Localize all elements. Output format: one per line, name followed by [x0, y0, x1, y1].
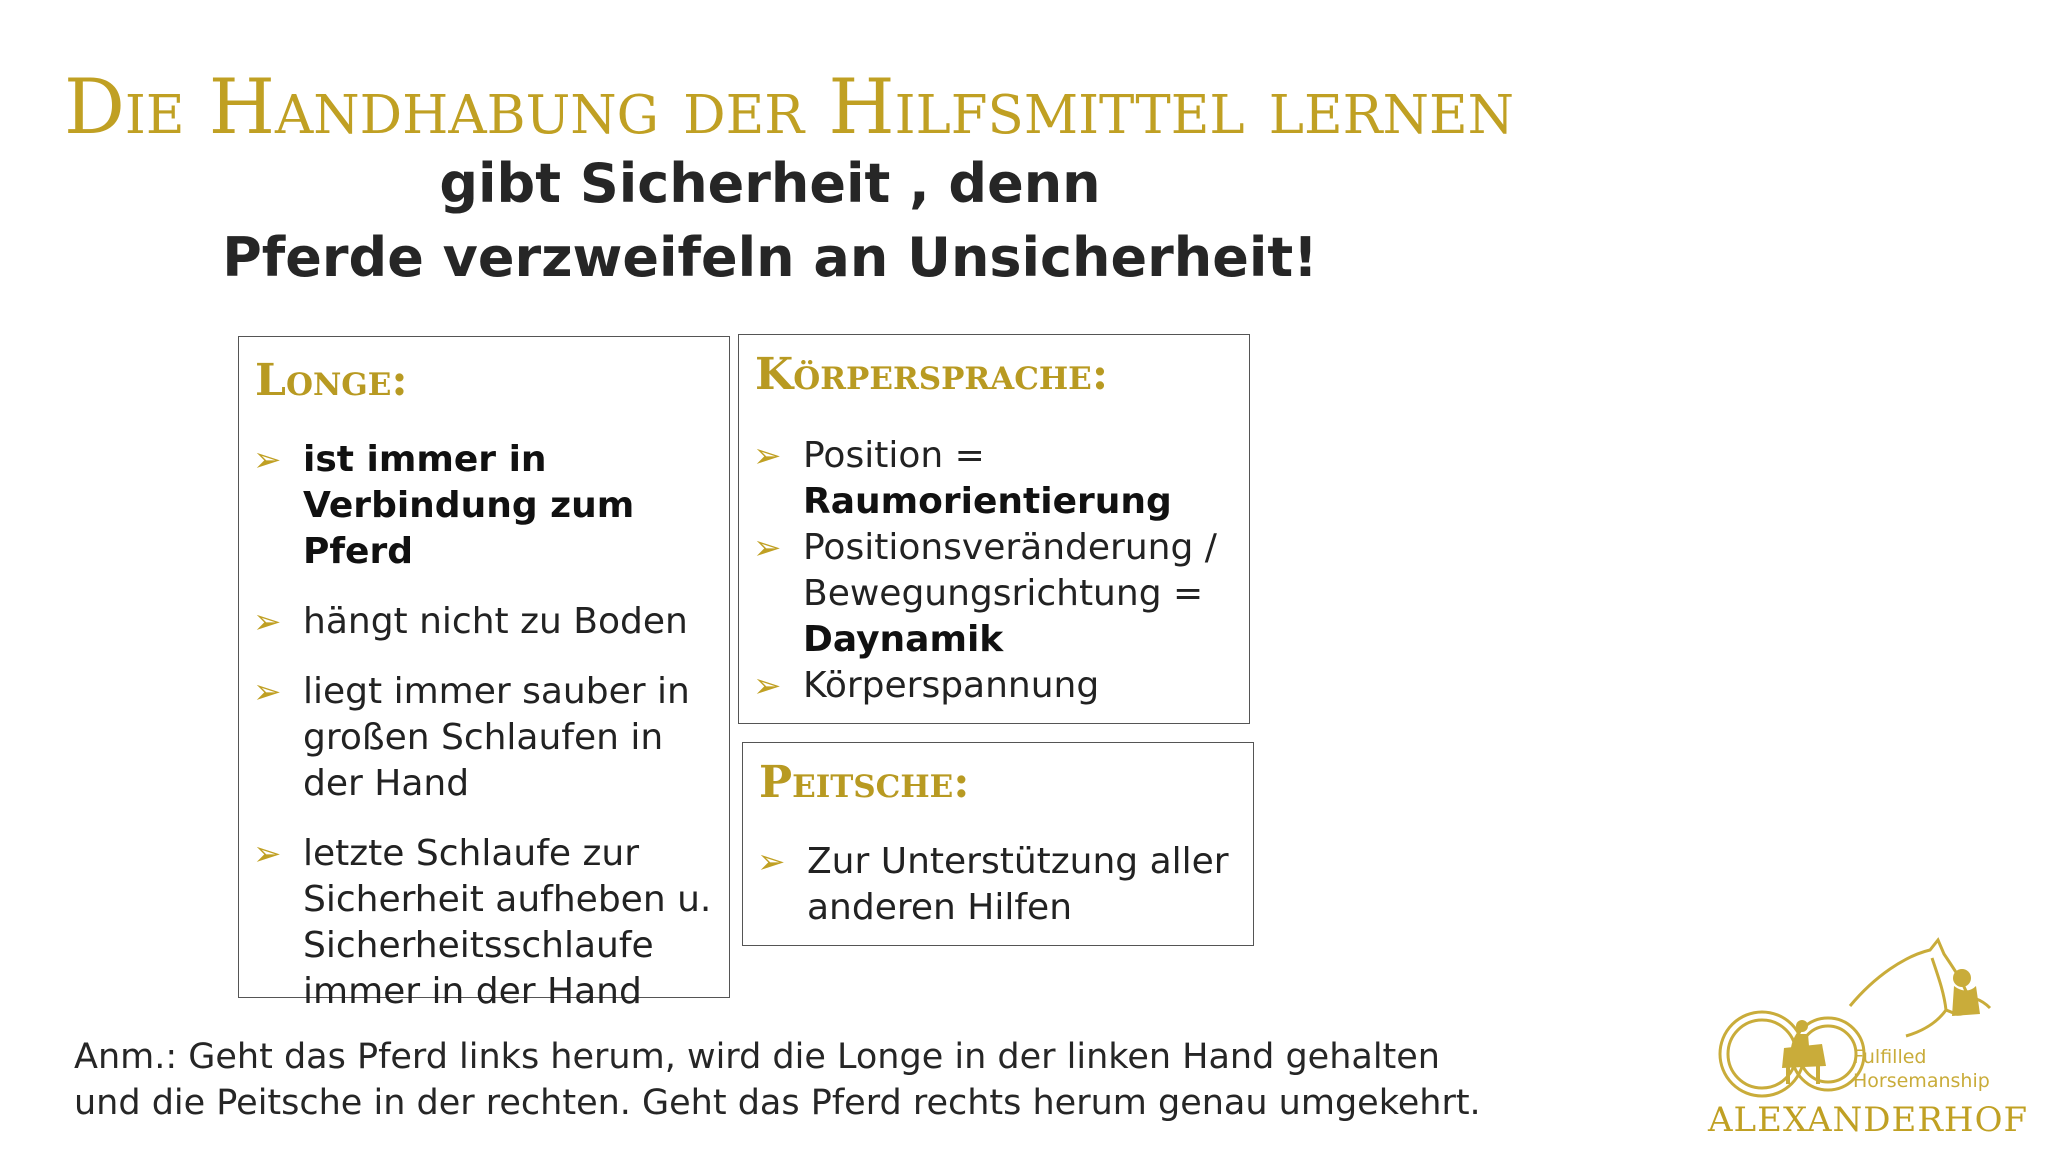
footnote-line-1: Anm.: Geht das Pferd links herum, wird die Longe in der linken Hand gehalten — [74, 1037, 1440, 1077]
list-item-text: Körperspannung — [803, 665, 1100, 706]
list-item-emphasis: Daynamik — [803, 619, 1004, 660]
list-item-text: hängt nicht zu Boden — [303, 601, 688, 642]
arrow-bullet-icon: ➢ — [253, 440, 282, 480]
footnote-line-2: und die Peitsche in der rechten. Geht das Pferd rechts herum genau umgekehrt. — [74, 1083, 1481, 1123]
koerpersprache-box — [738, 334, 1250, 724]
list-item — [239, 437, 723, 575]
logo-tagline-2: Horsemanship — [1853, 1070, 1990, 1092]
list-item-text: liegt immer sauber in großen Schlaufen in der Hand — [303, 671, 690, 804]
longe-box — [238, 336, 730, 1012]
list-item-text: letzte Schlaufe zur Sicherheit aufheben u. Sicherheitsschlaufe immer in der Hand — [303, 833, 712, 1012]
alexanderhof-logo — [1700, 936, 2029, 1140]
subtitle-line-1: gibt Sicherheit , denn — [439, 152, 1101, 215]
list-item-emphasis: Raumorientierung — [803, 481, 1172, 522]
subtitle-line-2: Pferde verzweifeln an Unsicherheit! — [222, 226, 1318, 289]
list-item-text: Positionsveränderung / Bewegungsrichtung = — [803, 527, 1217, 614]
arrow-bullet-icon: ➢ — [753, 436, 782, 476]
page-title: Die Handhabung der Hilfsmittel lernen — [64, 62, 1515, 151]
peitsche-heading: Peitsche: — [759, 757, 970, 808]
peitsche-box — [742, 742, 1254, 946]
arrow-bullet-icon: ➢ — [253, 672, 282, 712]
list-item-text: Zur Unterstützung aller anderen Hilfen — [807, 841, 1229, 928]
arrow-bullet-icon: ➢ — [253, 602, 282, 642]
list-item — [739, 433, 1245, 525]
logo-tagline-1: Fulfilled — [1853, 1046, 1927, 1068]
list-item — [739, 525, 1245, 663]
arrow-bullet-icon: ➢ — [753, 666, 782, 706]
list-item — [743, 839, 1249, 931]
list-item — [739, 663, 1245, 709]
list-item-text: ist immer in Verbindung zum Pferd — [303, 439, 635, 572]
longe-heading: Longe: — [255, 355, 408, 406]
koerpersprache-list — [739, 433, 1245, 709]
list-item-text: Position = — [803, 435, 985, 476]
arrow-bullet-icon: ➢ — [757, 842, 786, 882]
longe-list — [239, 437, 723, 1039]
peitsche-list — [743, 839, 1249, 931]
logo-brand-name: ALEXANDERHOF — [1708, 1100, 2029, 1140]
list-item — [239, 599, 723, 645]
list-item — [239, 669, 723, 807]
footnote — [74, 1034, 1481, 1126]
koerpersprache-heading: Körpersprache: — [755, 349, 1109, 400]
list-item — [239, 831, 723, 1015]
arrow-bullet-icon: ➢ — [253, 834, 282, 874]
arrow-bullet-icon: ➢ — [753, 528, 782, 568]
